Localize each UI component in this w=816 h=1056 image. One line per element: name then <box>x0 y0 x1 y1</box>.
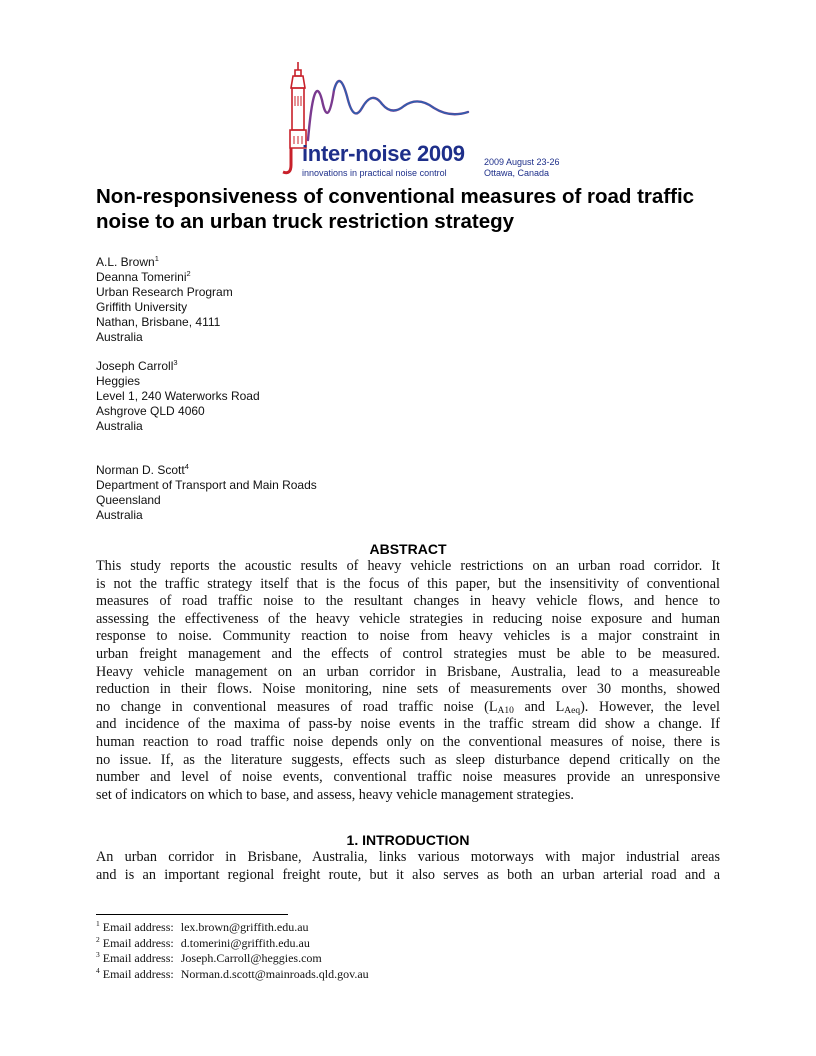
affiliation-line: Department of Transport and Main Roads <box>96 478 317 492</box>
author-affiliation-block-3 <box>96 463 317 523</box>
text-line: is not the traffic strategy itself that is the focus of this paper, but the insensitivity of conventional <box>96 575 720 592</box>
text-line: number and level of noise events, conventional traffic noise measures provide an unresponsive <box>96 769 720 786</box>
text-line: human reaction to road traffic noise depends only on the conventional measures of noise, there is <box>96 733 720 750</box>
author-affiliation-block-2 <box>96 359 260 434</box>
affiliation-line: Australia <box>96 419 143 433</box>
footnote-marker: 3 <box>173 358 178 367</box>
sound-wave-shape <box>308 81 468 140</box>
peace-tower-icon <box>290 62 306 148</box>
text-line: An urban corridor in Brisbane, Australia, links various motorways with major industrial areas <box>96 849 720 865</box>
footnotes <box>96 920 369 982</box>
email-address: Norman.d.scott@mainroads.qld.gov.au <box>180 966 369 981</box>
footnote-marker: 2 <box>186 269 191 278</box>
paper-title <box>96 184 736 234</box>
text-line: Heavy vehicle management on an urban corridor in Brisbane, Australia, lead to a measureable <box>96 663 720 680</box>
event-date: 2009 August 23-26 <box>484 157 560 167</box>
affiliation-line: Griffith University <box>96 300 188 314</box>
event-place: Ottawa, Canada <box>484 168 550 178</box>
text-line: reduction in their flows. Noise monitoring, nine sets of measurements over 30 months, showed <box>96 681 720 698</box>
footnote: $^1$ Email address: lex.brown@griffith.edu.au <box>96 919 309 934</box>
abstract-heading: ABSTRACT <box>369 541 447 557</box>
logo-wordmark: inter-noise 2009 <box>302 141 465 166</box>
text-line: and incidence of the maxima of pass-by noise events in the traffic stream did show a change. If <box>96 716 720 733</box>
affiliation-line: Australia <box>96 330 143 344</box>
author-name: Norman D. Scott$^4$ <box>96 462 189 477</box>
text-line: urban freight management and the effects of control strategies must be able to be measured. <box>96 645 720 662</box>
logo-tagline: innovations in practical noise control <box>302 168 447 178</box>
text-line: set of indicators on which to base, and assess, heavy vehicle management strategies. <box>96 786 574 803</box>
footnote: $^3$ Email address: Joseph.Carroll@heggies.com <box>96 950 322 966</box>
text-line: and is an important regional freight route, but it also serves as both an urban arterial road and a <box>96 866 720 883</box>
affiliation-line: Urban Research Program <box>96 285 233 299</box>
text-line: no issue. If, as the literature suggests, effects such as sleep disturbance depend critically on the <box>96 751 720 768</box>
affiliation-line: Heggies <box>96 374 141 388</box>
footnote-marker: 1 <box>154 254 159 263</box>
affiliation-line: Ashgrove QLD 4060 <box>96 404 205 418</box>
text-line: response to noise. Community reaction to noise from heavy vehicles is a major constraint in <box>96 628 720 645</box>
introduction-heading: 1. INTRODUCTION <box>346 832 470 848</box>
email-address: lex.brown@griffith.edu.au <box>180 920 309 934</box>
footnote-divider <box>96 914 288 915</box>
author-name: A.L. Brown$^1$ <box>96 254 159 269</box>
email-address: d.tomerini@griffith.edu.au <box>180 935 310 950</box>
affiliation-line: Nathan, Brisbane, 4111 <box>96 315 221 329</box>
footnote: $^4$ Email address: Norman.d.scott@mainroads.qld.gov.au <box>96 965 369 981</box>
subscript-aeq: Aeq <box>564 705 581 716</box>
title-line: Non-responsiveness of conventional measures of road traffic <box>96 185 695 208</box>
affiliation-line: Queensland <box>96 493 161 507</box>
subscript-a10: A10 <box>497 705 514 716</box>
introduction-text <box>96 849 720 884</box>
affiliation-line: Level 1, 240 Waterworks Road <box>96 389 260 403</box>
title-line: noise to an urban truck restriction strategy <box>96 210 515 233</box>
author-name: Deanna Tomerini$^2$ <box>96 269 191 284</box>
author-name: Joseph Carroll$^3$ <box>96 358 178 373</box>
email-address: Joseph.Carroll@heggies.com <box>180 951 322 966</box>
affiliation-line: Australia <box>96 508 143 522</box>
footnote-marker: 4 <box>184 462 189 471</box>
text-line: This study reports the acoustic results of heavy vehicle restrictions on an urban road corridor. It <box>96 558 720 574</box>
text-line: assessing the effectiveness of the heavy vehicle strategies in reducing noise exposure and human <box>96 610 720 627</box>
text-line-with-subscripts: no change in conventional measures of road traffic noise ($L_{A10}$ and $L_{Aeq}$). However, the level <box>96 698 720 716</box>
logo-hook-shape <box>283 148 291 173</box>
text-line: measures of road traffic noise to the resultant changes in heavy vehicle flows, and hence to <box>96 593 720 610</box>
footnote: $^2$ Email address: d.tomerini@griffith.edu.au <box>96 934 310 950</box>
author-affiliation-block-1 <box>96 255 233 345</box>
abstract-text <box>96 558 720 804</box>
